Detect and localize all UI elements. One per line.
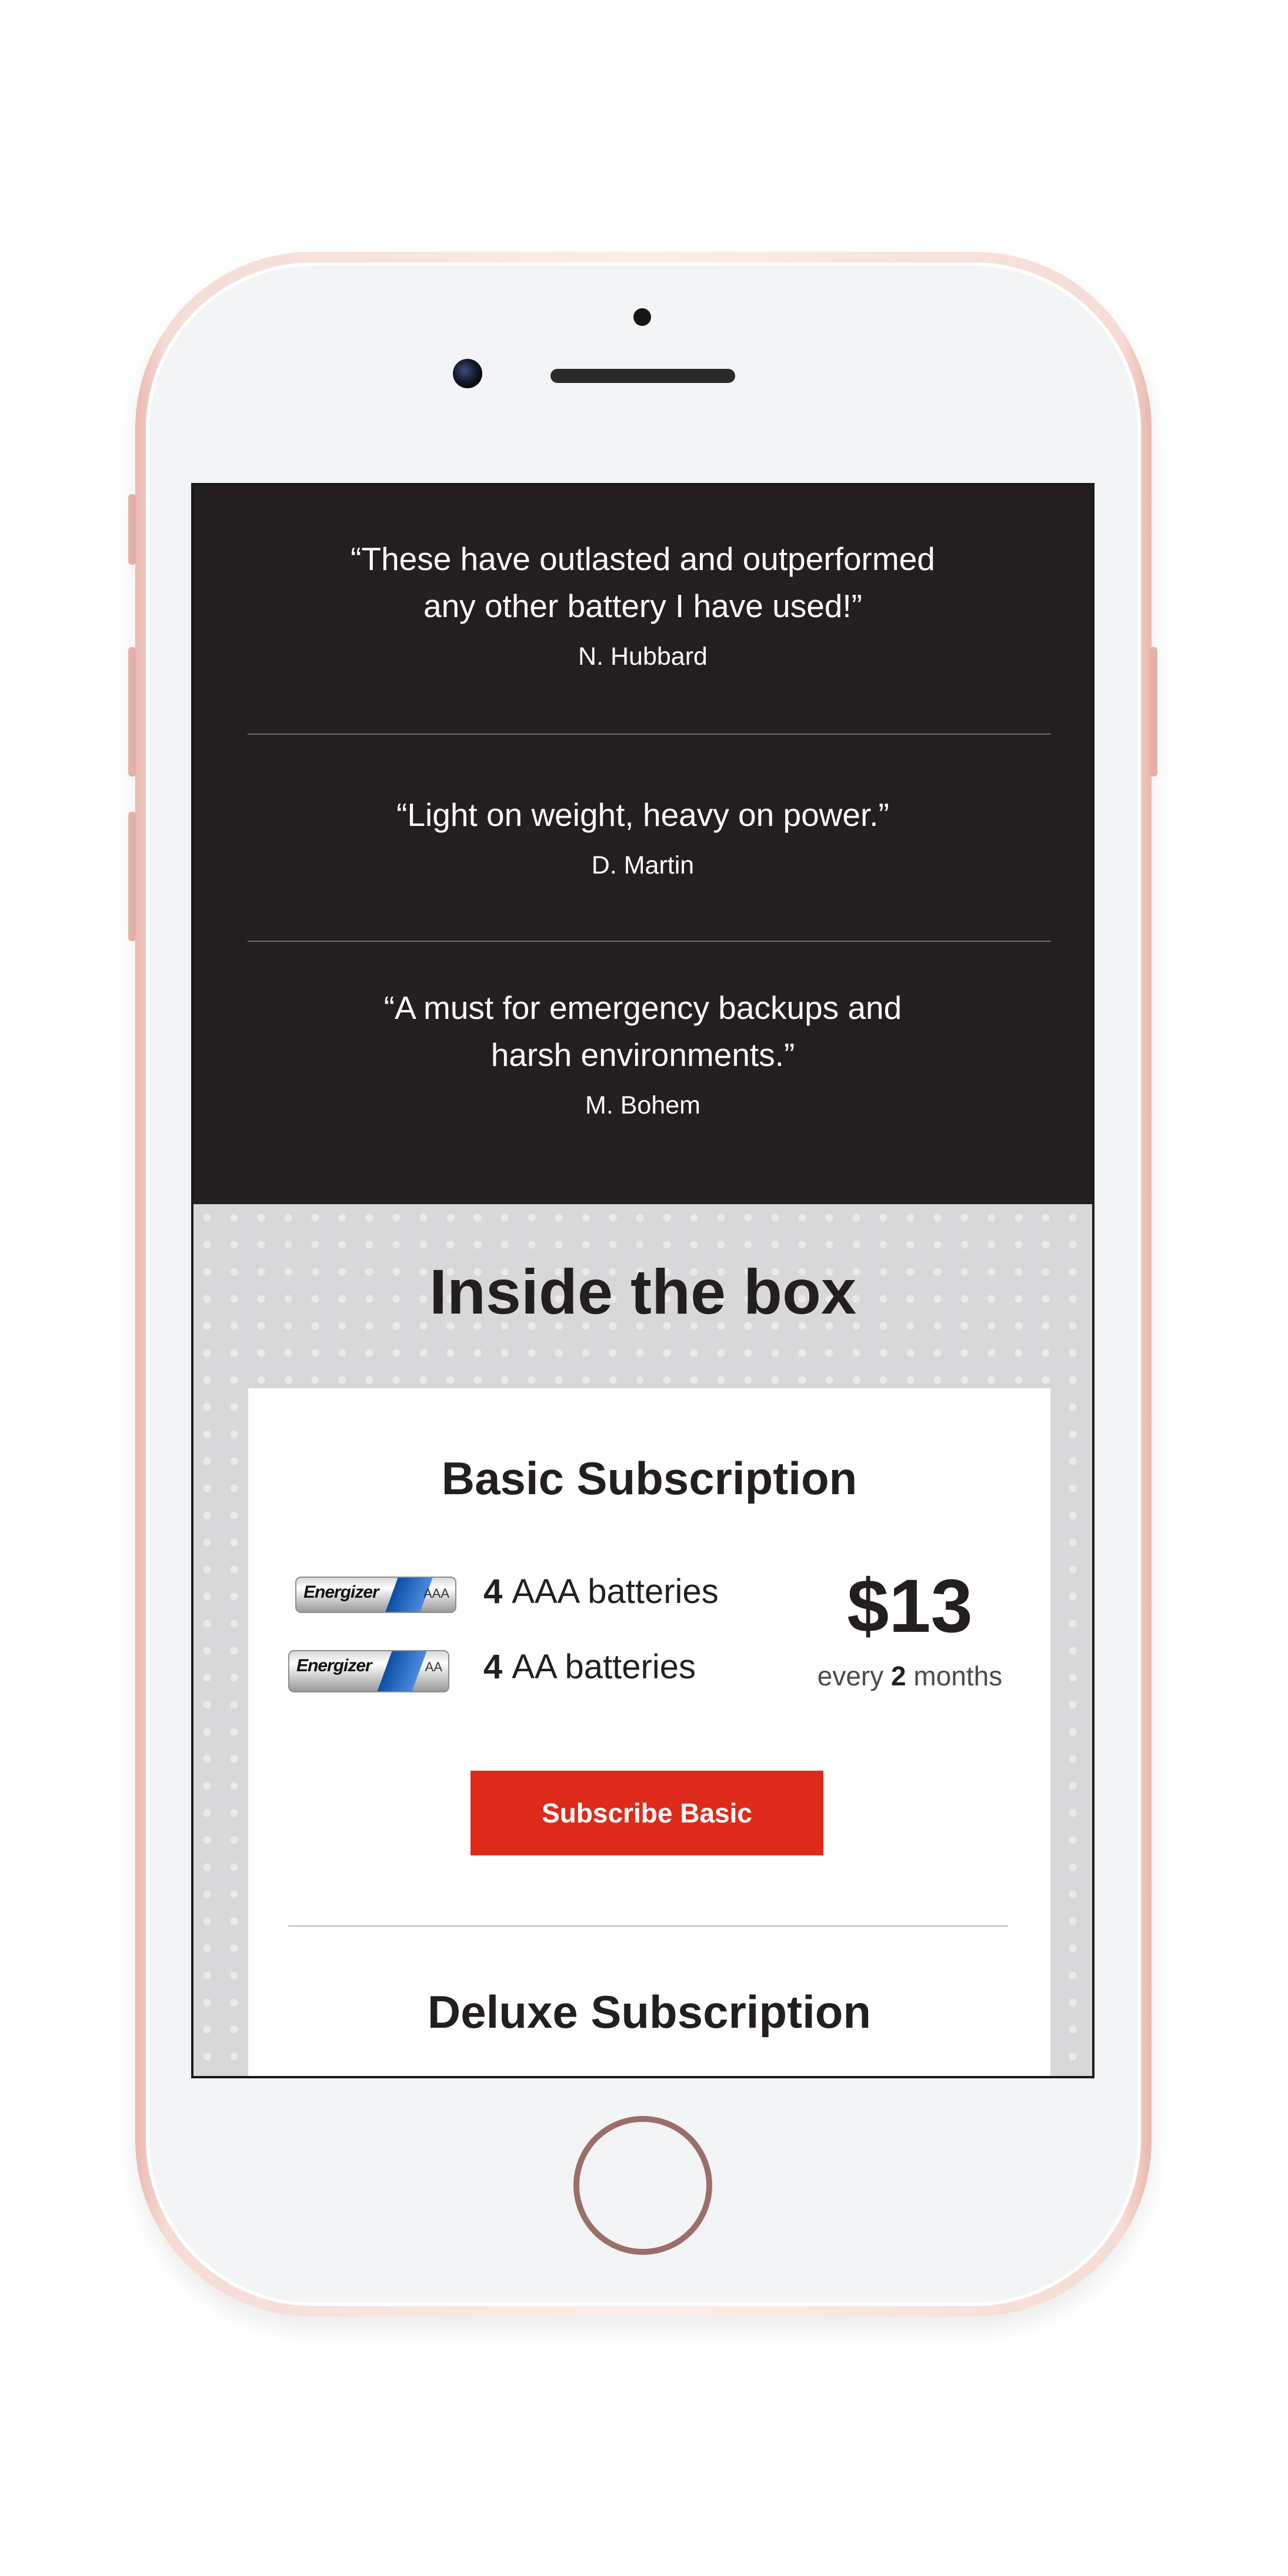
plan-title-deluxe: Deluxe Subscription: [427, 1986, 872, 2038]
battery-aa-icon: Energizer AA: [288, 1650, 449, 1692]
list-item: 4 AA batteries: [483, 1648, 696, 1686]
testimonial-divider: [248, 941, 1051, 942]
plan-title-basic: Basic Subscription: [441, 1452, 857, 1504]
inside-the-box-section: [193, 1204, 1092, 2078]
list-item: 4 AAA batteries: [483, 1572, 719, 1611]
plan-divider: [288, 1925, 1008, 1927]
testimonial-quote: “Light on weight, heavy on power.”: [396, 797, 889, 833]
testimonial-author: M. Bohem: [585, 1091, 700, 1119]
subscription-card: [248, 1388, 1050, 2078]
front-camera-icon: [453, 359, 482, 388]
volume-up-button: [128, 647, 136, 777]
volume-down-button: [128, 812, 136, 941]
testimonial: [193, 984, 1092, 1120]
testimonial-author: D. Martin: [591, 851, 695, 879]
testimonial-author: N. Hubbard: [578, 642, 708, 671]
testimonial-quote: “A must for emergency backups and harsh environments.”: [383, 989, 902, 1073]
testimonials-section: [193, 485, 1092, 1204]
testimonial-quote: “These have outlasted and outperformed any other battery I have used!”: [351, 541, 935, 624]
home-button-icon[interactable]: [573, 2116, 712, 2255]
testimonial-divider: [248, 734, 1051, 735]
testimonial: [193, 535, 1092, 671]
price: $13: [847, 1564, 973, 1648]
testimonial: [193, 791, 1092, 880]
power-button: [1149, 647, 1157, 777]
earpiece-speaker: [550, 369, 735, 383]
billing-frequency: every 2 months: [817, 1661, 1003, 1691]
subscribe-basic-button[interactable]: Subscribe Basic: [471, 1771, 823, 1855]
phone-screen: [191, 483, 1095, 2078]
proximity-sensor: [633, 308, 651, 326]
battery-aaa-icon: Energizer AAA: [295, 1577, 456, 1613]
section-title: Inside the box: [429, 1256, 857, 1327]
silent-switch: [128, 494, 136, 565]
